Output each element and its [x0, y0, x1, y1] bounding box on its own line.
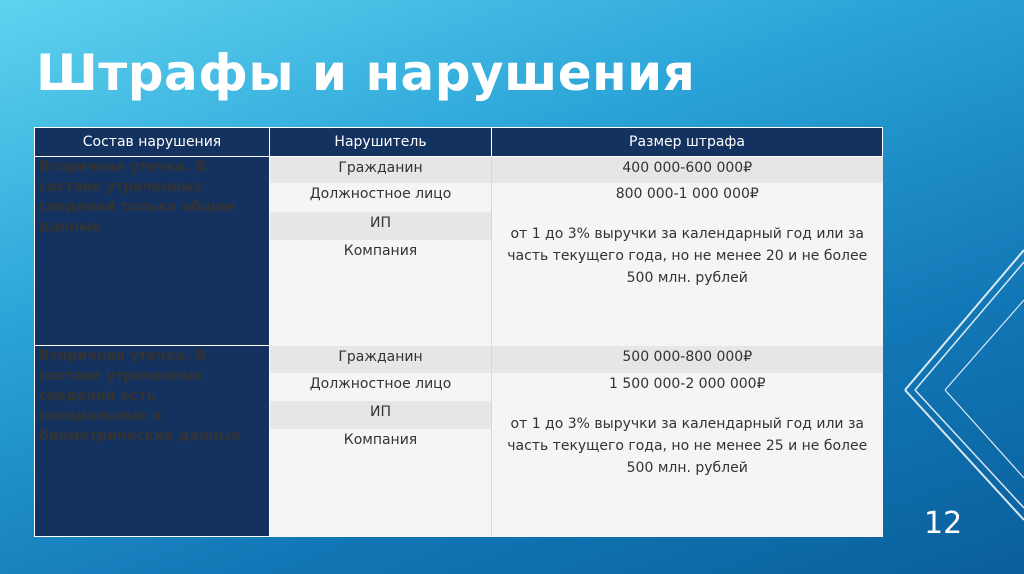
- violator-cell: Гражданин: [270, 346, 492, 373]
- violator-cell: Должностное лицо: [270, 373, 492, 401]
- violator-cell: Гражданин: [270, 157, 492, 183]
- fine-cell: 500 000-800 000₽: [492, 346, 883, 373]
- header-violator: Нарушитель: [270, 128, 492, 157]
- fine-official: 800 000-1 000 000₽: [615, 185, 759, 202]
- fine-company: от 1 до 3% выручки за календарный год или за часть текущего года, но не менее 20 и не более 500 млн. рублей: [507, 225, 868, 286]
- violator-cell: Должностное лицо: [270, 183, 492, 212]
- violator-cell: ИП: [270, 401, 492, 429]
- violator-cell: Компания: [270, 429, 492, 537]
- fine-cell: [492, 373, 883, 537]
- page-number: 12: [924, 506, 963, 541]
- fines-table: [34, 127, 883, 537]
- fine-cell: [492, 183, 883, 346]
- header-violation: Состав нарушения: [35, 128, 270, 157]
- violation-cell: Вторичная утечка. В составе утраченных сведений есть специальные и биометрические данные: [35, 346, 270, 537]
- table-header-row: [35, 128, 883, 157]
- violator-cell: ИП: [270, 212, 492, 240]
- fine-official: 1 500 000-2 000 000₽: [609, 375, 766, 392]
- violator-cell: Компания: [270, 240, 492, 346]
- slide-title: Штрафы и нарушения: [36, 44, 696, 102]
- table-row: [35, 346, 883, 373]
- fine-company: от 1 до 3% выручки за календарный год или за часть текущего года, но не менее 25 и не более 500 млн. рублей: [507, 415, 868, 476]
- header-fine: Размер штрафа: [492, 128, 883, 157]
- fine-cell: 400 000-600 000₽: [492, 157, 883, 183]
- table-row: [35, 157, 883, 183]
- violation-cell: Вторичная утечка. В составе утраченных сведений только общие данные: [35, 157, 270, 346]
